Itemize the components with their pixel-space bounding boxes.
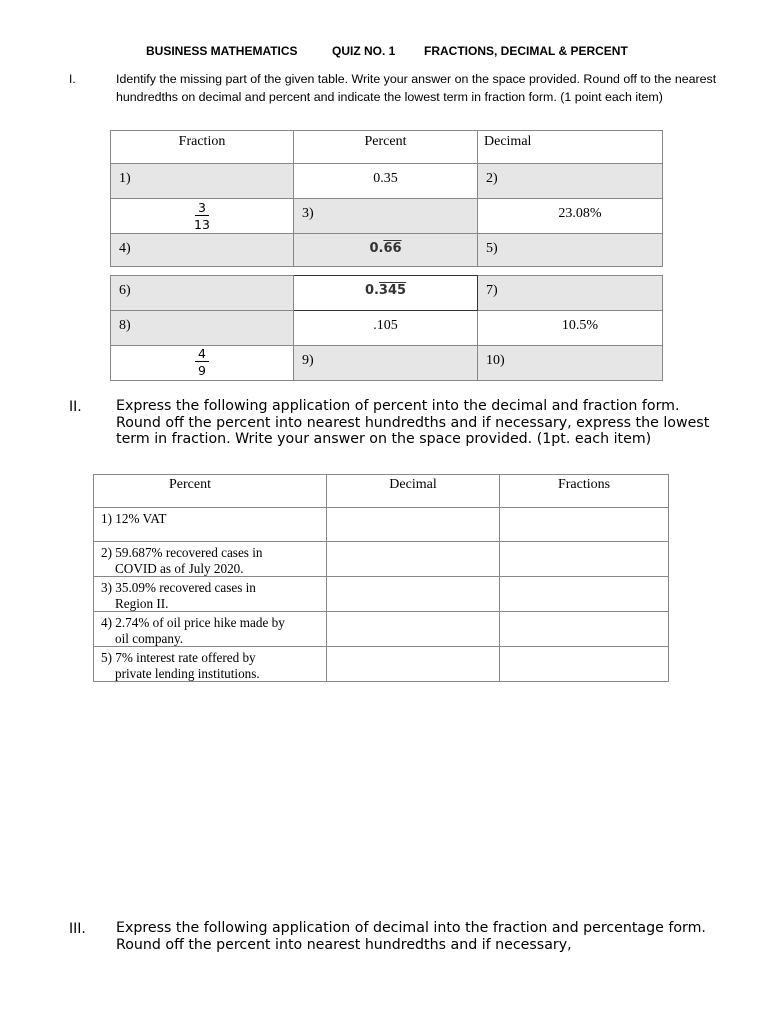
answer-cell-3[interactable]: 3) — [294, 199, 478, 234]
given-percent-cell: 0.35 — [294, 164, 478, 199]
section-2-numeral: II. — [69, 399, 82, 415]
fraction-answer-2[interactable] — [500, 542, 669, 577]
repeating-percent-cell-2: 0.345 — [294, 276, 478, 311]
answer-cell-2[interactable]: 2) — [478, 164, 663, 199]
decimal-answer-1[interactable] — [327, 508, 500, 542]
answer-cell-1[interactable]: 1) — [111, 164, 294, 199]
section-3-numeral: III. — [69, 921, 86, 937]
header-fraction: Fraction — [111, 131, 294, 164]
answer-cell-8[interactable]: 8) — [111, 311, 294, 346]
header-percent: Percent — [294, 131, 478, 164]
section-1-table-top — [110, 130, 663, 267]
fraction-answer-4[interactable] — [500, 612, 669, 647]
section-1-numeral: I. — [69, 72, 76, 86]
percent-item-4: 4) 2.74% of oil price hike made by oil company. — [94, 612, 327, 647]
given-fraction-cell-2 — [111, 346, 294, 381]
fraction-answer-5[interactable] — [500, 647, 669, 682]
given-decimal-cell-2: 10.5% — [478, 311, 663, 346]
answer-cell-9[interactable]: 9) — [294, 346, 478, 381]
fraction-4-9: $\frac{4}{9}$ — [111, 347, 293, 377]
percent-item-5: 5) 7% interest rate offered by private lending institutions. — [94, 647, 327, 682]
percent-item-2: 2) 59.687% recovered cases in COVID as of July 2020. — [94, 542, 327, 577]
decimal-answer-2[interactable] — [327, 542, 500, 577]
answer-cell-6[interactable]: 6) — [111, 276, 294, 311]
answer-cell-4[interactable]: 4) — [111, 234, 294, 267]
header-decimal-2: Decimal — [327, 475, 500, 508]
subject-title: BUSINESS MATHEMATICS — [146, 44, 298, 58]
given-percent-cell-2: .105 — [294, 311, 478, 346]
answer-cell-10[interactable]: 10) — [478, 346, 663, 381]
header-fractions-2: Fractions — [500, 475, 669, 508]
fraction-3-13: $\frac{3}{13}$ — [194, 200, 210, 232]
percent-item-1: 1) 12% VAT — [94, 508, 327, 542]
section-1-table-bottom — [110, 275, 663, 381]
section-2-instructions: Express the following application of percent into the decimal and fraction form. Round off the percent into nearest hundredths and if necessary, express the lowest term in fraction. Write your answer on the space provided. (1pt. each item) — [116, 398, 710, 447]
given-fraction-cell — [111, 199, 294, 234]
decimal-answer-5[interactable] — [327, 647, 500, 682]
fraction-answer-3[interactable] — [500, 577, 669, 612]
answer-cell-5[interactable]: 5) — [478, 234, 663, 267]
quiz-title: QUIZ NO. 1 — [332, 44, 396, 58]
percent-item-3: 3) 35.09% recovered cases in Region II. — [94, 577, 327, 612]
topic-title: FRACTIONS, DECIMAL & PERCENT — [424, 44, 628, 58]
header-percent-2: Percent — [94, 475, 327, 508]
decimal-answer-3[interactable] — [327, 577, 500, 612]
repeating-percent-cell: 0.66 — [294, 234, 478, 267]
section-3-instructions: Express the following application of decimal into the fraction and percentage form. Round off the percent into nearest hundredths and if necessary, — [116, 920, 706, 953]
decimal-answer-4[interactable] — [327, 612, 500, 647]
fraction-answer-1[interactable] — [500, 508, 669, 542]
header-decimal: Decimal — [478, 131, 663, 164]
given-decimal-cell: 23.08% — [478, 199, 663, 234]
section-1-instructions: Identify the missing part of the given table. Write your answer on the space provided. Round off to the nearest hundredths on decimal and percent and indicate the lowest term in fraction form. (1 point each item) — [116, 72, 717, 104]
section-2-table — [93, 474, 669, 682]
answer-cell-7[interactable]: 7) — [478, 276, 663, 311]
